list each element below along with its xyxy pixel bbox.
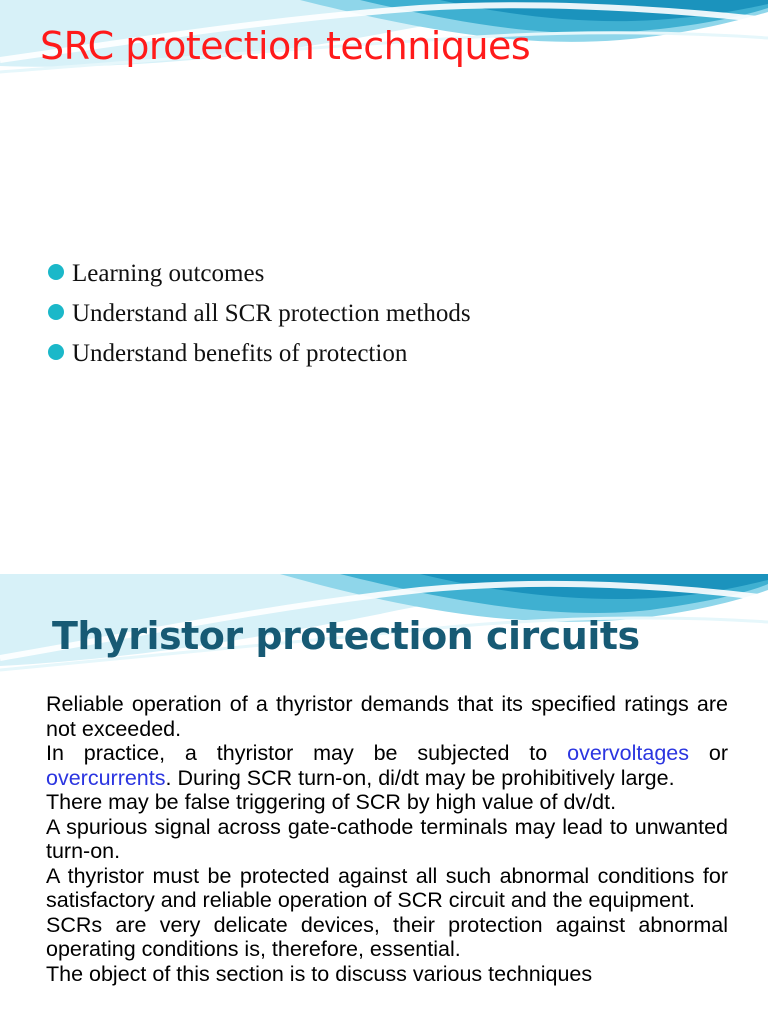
- bullet-text: Understand all SCR protection methods: [72, 300, 471, 327]
- link-overcurrents[interactable]: overcurrents: [46, 765, 166, 790]
- link-overvoltages[interactable]: overvoltages: [567, 741, 690, 765]
- bullet-list: [48, 256, 471, 376]
- paragraph: A spurious signal across gate-cathode terminals may lead to unwanted turn-on.: [46, 814, 728, 863]
- slide-1-title: SRC protection techniques: [40, 24, 531, 68]
- bullet-text: Learning outcomes: [72, 260, 265, 287]
- paragraph: [46, 741, 728, 790]
- list-item: [48, 296, 471, 336]
- paragraph-text: . During SCR turn-on, di/dt may be prohibitively large.: [165, 765, 675, 790]
- paragraph: There may be false triggering of SCR by high value of dv/dt.: [46, 790, 617, 814]
- bullet-dot-icon: [48, 344, 64, 360]
- slide-2-title: Thyristor protection circuits: [52, 614, 640, 658]
- paragraph-text: In practice, a thyristor may be subjected to: [46, 741, 568, 765]
- paragraph: Reliable operation of a thyristor demands that its specified ratings are not exceeded.: [46, 692, 728, 741]
- slide-2-body: [46, 692, 728, 986]
- list-item: [48, 336, 471, 376]
- paragraph-text: or: [689, 741, 729, 765]
- paragraph: The object of this section is to discuss various techniques: [46, 961, 593, 986]
- bullet-dot-icon: [48, 304, 64, 320]
- bullet-dot-icon: [48, 264, 64, 280]
- paragraph: A thyristor must be protected against all such abnormal conditions for satisfactory and reliable operation of SCR circuit and the equipment.: [46, 863, 728, 912]
- paragraph: SCRs are very delicate devices, their protection against abnormal operating conditions is, therefore, essential.: [46, 912, 728, 961]
- slide-2: [0, 574, 768, 1024]
- list-item: [48, 256, 471, 296]
- bullet-text: Understand benefits of protection: [72, 340, 408, 367]
